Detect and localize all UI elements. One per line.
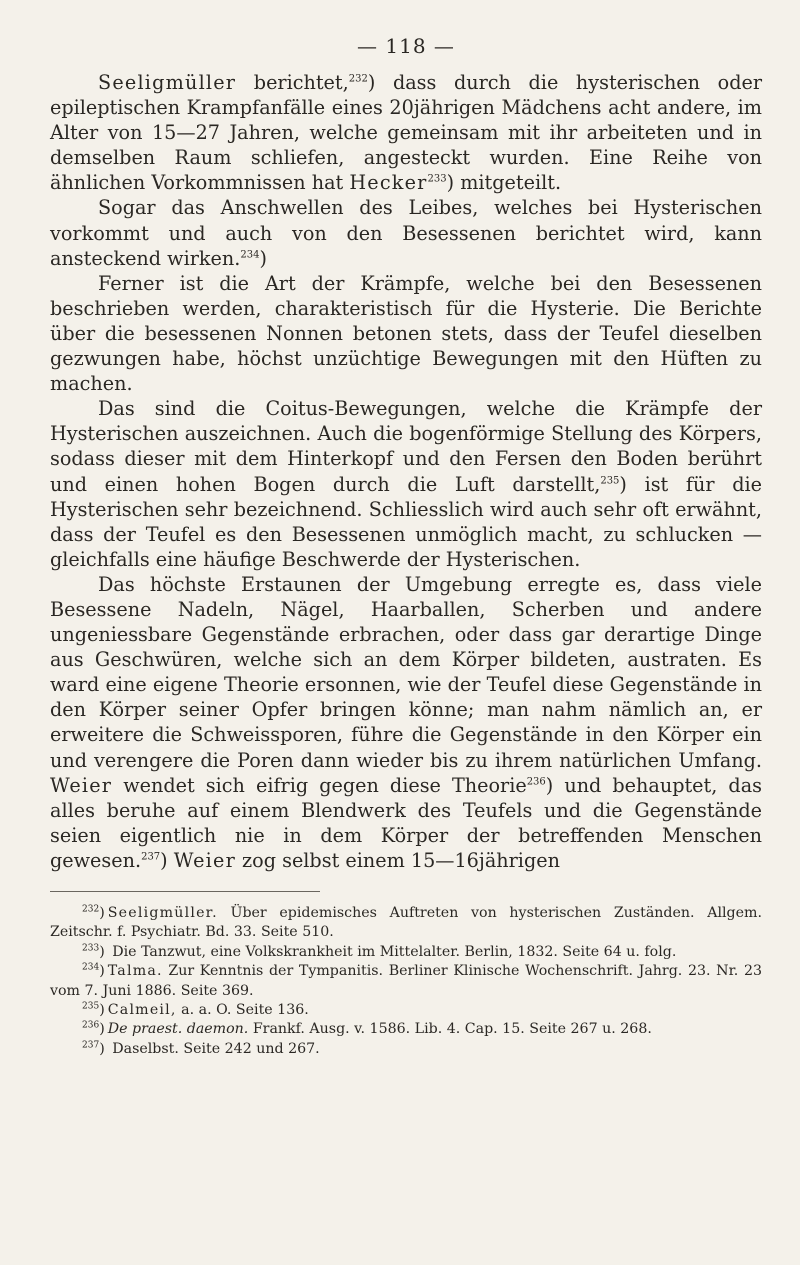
- author-name: Weier: [173, 848, 236, 872]
- footnote-author: Seeligmüller.: [107, 905, 218, 921]
- footnote-title: De praest. daemon.: [107, 1021, 249, 1038]
- footnote-number: 233: [82, 943, 100, 954]
- footnote-number: 235: [82, 1001, 100, 1012]
- paragraph: Das höchste Erstaunen der Umgebung erregte es, dass viele Besessene Nadeln, Nägel, Haarballen, Scherben und andere ungeniessbare Gegenstände erbrachen, oder dass gar derartige Dinge aus Geschwüren, welche sich an dem Körper bildeten, austraten. Es ward eine eigene Theorie ersonnen, wie der Teufel diese Gegenstände in den Körper seiner Opfer bringen könne; man nahm nämlich an, er erweitere die Schweissporen, führe die Gegenstände in den Körper ein und verengere die Poren dann wieder bis zu ihrem natürlichen Umfang. Weier wendet sich eifrig gegen diese Theorie$^{236}$) und behauptet, das alles beruhe auf einem Blendwerk des Teufels und die Gegenstände seien eigentlich nie in dem Körper der betreffenden Menschen gewesen.$^{237}$) Weier zog selbst einem 15—16jährigen: [50, 572, 762, 872]
- footnote: $^{234}$) Talma. Zur Kenntnis der Tympanitis. Berliner Klinische Wochenschrift. Jahrg. 23. Nr. 23 vom 7. Juni 1886. Seite 369.: [50, 962, 762, 999]
- footnote-number: 232: [82, 904, 100, 915]
- author-name: Hecker: [349, 171, 428, 195]
- footnote-ref[interactable]: 232: [348, 73, 368, 85]
- footnote-number: 237: [82, 1040, 100, 1051]
- footnote-author: Calmeil,: [107, 1002, 177, 1019]
- footnote-ref[interactable]: 237: [141, 851, 161, 863]
- paragraph: Das sind die Coitus-Bewegungen, welche die Krämpfe der Hysterischen auszeichnen. Auch die bogenförmige Stellung des Körpers, sodass dieser mit dem Hinterkopf und den Fersen den Boden berührt und einen hohen Bogen durch die Luft darstellt,$^{235}$) ist für die Hysterischen sehr bezeichnend. Schliesslich wird auch sehr oft erwähnt, dass der Teufel es den Besessenen unmöglich macht, zu schlucken — gleichfalls eine häufige Beschwerde der Hysterischen.: [50, 397, 762, 571]
- book-page: [50, 32, 762, 1059]
- author-name: Seeligmüller: [98, 71, 237, 94]
- footnote-ref[interactable]: 233: [427, 173, 447, 185]
- footnote: $^{232}$) Seeligmüller. Über epidemisches Auftreten von hysterischen Zuständen. Allgem. Zeitschr. f. Psychiatr. Bd. 33. Seite 510.: [50, 904, 762, 941]
- footnotes: [50, 904, 762, 1059]
- paragraph: Ferner ist die Art der Krämpfe, welche bei den Besessenen beschrieben werden, charakteristisch für die Hysterie. Die Berichte über die besessenen Nonnen betonen stets, dass der Teufel dieselben gezwungen habe, höchst unzüchtige Bewegungen mit den Hüften zu machen.: [50, 271, 762, 396]
- footnote-separator: [50, 891, 320, 892]
- paragraph: Seeligmüller berichtet,$^{232}$) dass durch die hysterischen oder epileptischen Krampfanfälle eines 20jährigen Mädchens acht andere, im Alter von 15—27 Jahren, welche gemeinsam mit ihr arbeiteten und in demselben Raum schliefen, angesteckt wurden. Eine Reihe von ähnlichen Vorkommnissen hat Hecker$^{233}$) mitgeteilt.: [50, 71, 763, 195]
- footnote-ref[interactable]: 235: [600, 475, 620, 487]
- footnote-ref[interactable]: 234: [240, 249, 260, 261]
- author-name: Weier: [50, 773, 113, 797]
- footnote-number: 236: [82, 1020, 100, 1031]
- footnote-number: 234: [82, 962, 100, 973]
- footnote-author: Talma.: [107, 963, 163, 980]
- footnote-ref[interactable]: 236: [526, 776, 546, 788]
- page-number: — 118 —: [357, 34, 455, 58]
- footnote: $^{235}$) Calmeil, a. a. O. Seite 136.: [82, 1001, 309, 1019]
- footnote: $^{233}$) Die Tanzwut, eine Volkskrankheit im Mittelalter. Berlin, 1832. Seite 64 u. folg.: [82, 943, 677, 960]
- footnote: $^{236}$) De praest. daemon. Frankf. Ausg. v. 1586. Lib. 4. Cap. 15. Seite 267 u. 268.: [82, 1020, 652, 1038]
- body-text: [50, 70, 762, 873]
- footnote: $^{237}$) Daselbst. Seite 242 und 267.: [82, 1040, 320, 1057]
- paragraph: Sogar das Anschwellen des Leibes, welches bei Hysterischen vorkommt und auch von den Besessenen berichtet wird, kann ansteckend wirken.$^{234}$): [50, 196, 762, 270]
